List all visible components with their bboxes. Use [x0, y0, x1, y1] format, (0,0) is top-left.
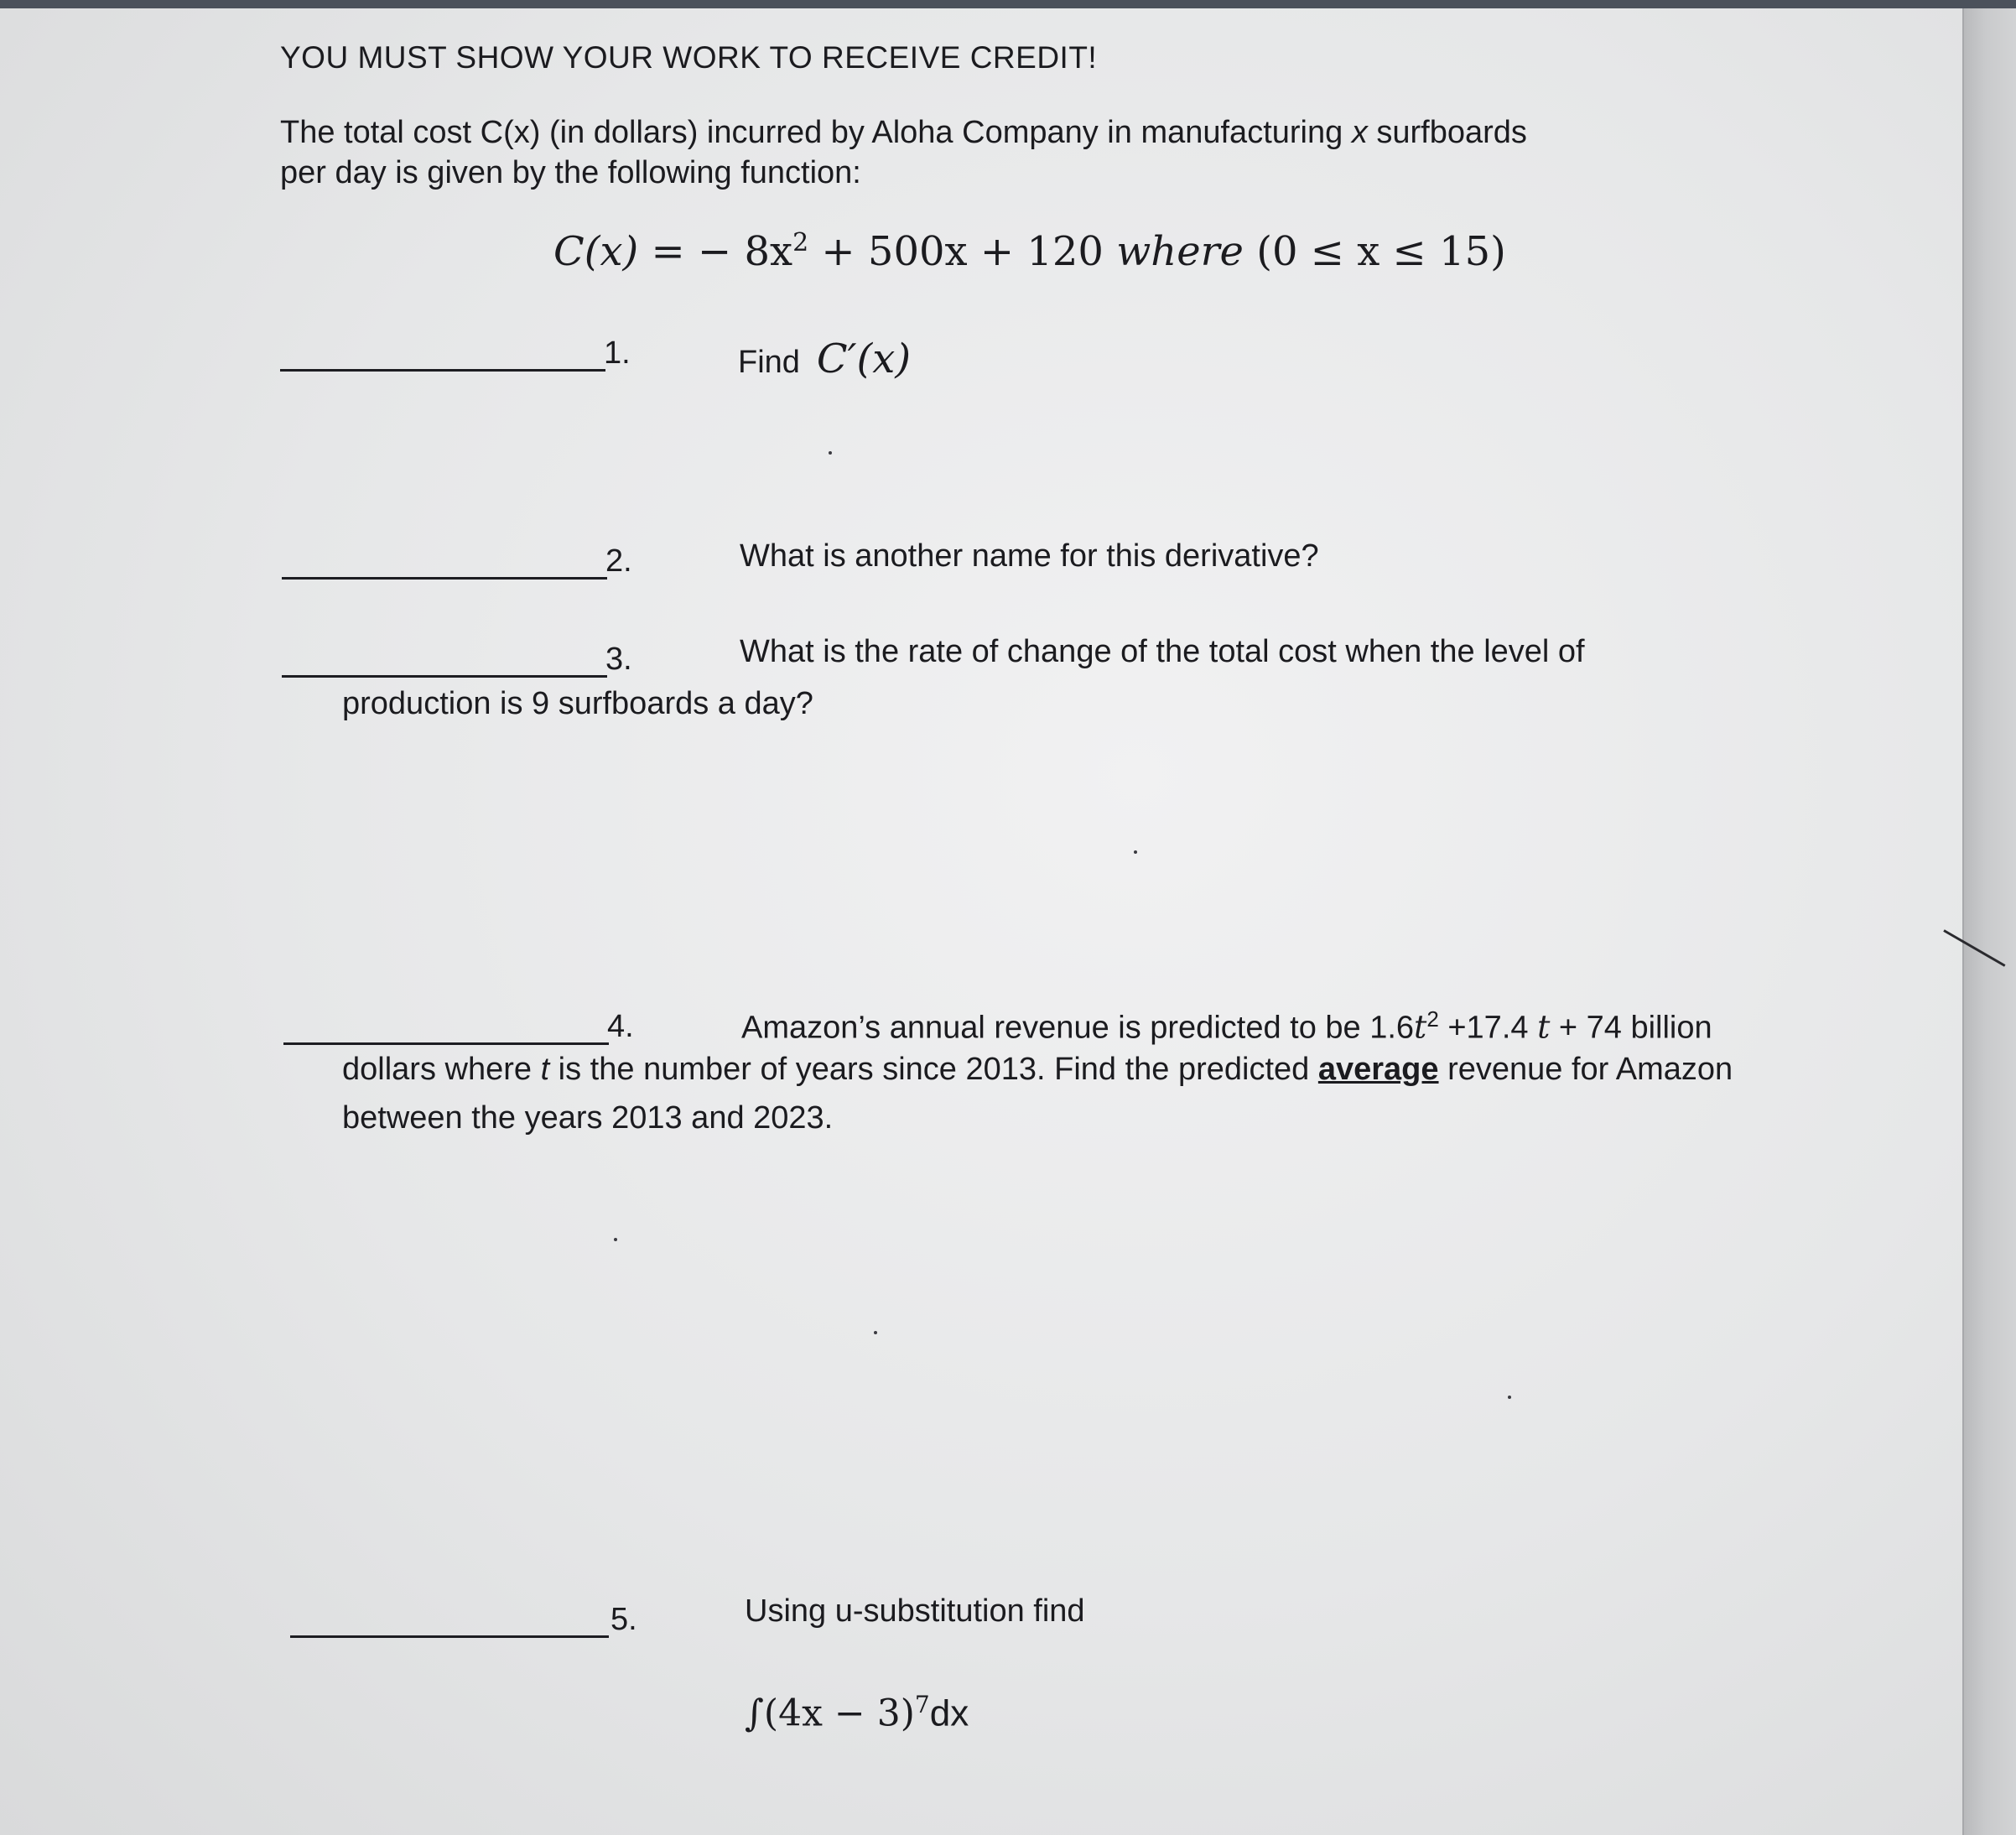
intro-cost-variable: C(x)	[480, 115, 541, 150]
question-5-integral	[745, 1691, 969, 1735]
formula-exponent: 2	[792, 228, 809, 257]
question-4-line-2	[342, 1045, 1733, 1094]
question-4-t-variable: t	[1414, 1008, 1427, 1046]
formula-lhs: C(x) =	[553, 228, 698, 275]
question-2-number: 2.	[605, 543, 632, 579]
question-5-text: Using u-substitution find	[745, 1593, 1085, 1629]
question-4-text-part: is the number of years since 2013. Find the predicted	[549, 1052, 1318, 1087]
question-2-text: What is another name for this derivative?	[740, 538, 1319, 574]
intro-line-2: per day is given by the following function:	[280, 155, 861, 190]
formula-term: − 8x	[697, 228, 793, 275]
problem-intro	[280, 112, 1527, 193]
question-4-text-part: dollars where	[342, 1052, 541, 1087]
intro-text: The total cost	[280, 115, 481, 150]
question-1-text	[738, 335, 911, 382]
page-right-margin	[1962, 8, 2016, 1835]
formula-where: where	[1116, 228, 1244, 275]
page-heading: YOU MUST SHOW YOUR WORK TO RECEIVE CREDIT!	[280, 40, 1098, 75]
answer-blank-1[interactable]	[280, 369, 605, 372]
question-1-math: C′(x)	[816, 335, 912, 382]
answer-blank-2[interactable]	[282, 577, 607, 580]
question-4-text-part: Amazon’s annual revenue is predicted to be 1.6	[741, 1010, 1415, 1046]
question-3-continuation: production is 9 surfboards a day?	[342, 686, 813, 721]
formula-domain: (0 ≤ x ≤ 15)	[1243, 228, 1506, 275]
integral-differential: dx	[929, 1692, 969, 1734]
paper-speck	[614, 1238, 617, 1241]
question-4-line-3: between the years 2013 and 2023.	[342, 1100, 834, 1136]
answer-blank-3[interactable]	[282, 675, 607, 678]
paper-speck	[1134, 850, 1137, 854]
intro-line-1	[280, 112, 1527, 153]
question-4-text	[741, 995, 1712, 1053]
question-4-text-part: +17.4	[1438, 1010, 1538, 1046]
answer-blank-5[interactable]	[290, 1635, 609, 1638]
question-4-number: 4.	[607, 1009, 634, 1044]
question-3-text: What is the rate of change of the total cost when the level of	[740, 634, 1585, 669]
cost-function-formula	[553, 228, 1506, 275]
question-4-exponent: 2	[1426, 1006, 1439, 1032]
intro-text: surfboards	[1367, 115, 1527, 150]
question-1-number: 1.	[604, 335, 631, 371]
question-4-average-emphasis: average	[1317, 1052, 1439, 1087]
top-edge-strip	[0, 0, 2016, 8]
formula-term: + 500x + 120	[808, 228, 1117, 275]
integral-exponent: 7	[914, 1691, 930, 1718]
question-3-number: 3.	[605, 642, 632, 677]
question-1-prompt: Find	[738, 345, 800, 380]
intro-text: (in dollars) incurred by Aloha Company in manufacturing	[540, 115, 1352, 150]
paper-speck	[874, 1331, 877, 1334]
question-4-text-part: + 74 billion	[1550, 1010, 1712, 1046]
paper-speck	[1508, 1396, 1511, 1399]
intro-x-variable: x	[1351, 115, 1368, 150]
question-5-number: 5.	[611, 1602, 637, 1637]
question-4-text-part: revenue for Amazon	[1438, 1052, 1733, 1087]
question-4-t-variable: t	[1537, 1008, 1551, 1046]
worksheet-page	[0, 8, 1962, 1835]
paper-speck	[829, 451, 832, 455]
question-4-t-variable: t	[540, 1052, 550, 1087]
integral-expression: ∫(4x − 3)	[745, 1692, 915, 1735]
